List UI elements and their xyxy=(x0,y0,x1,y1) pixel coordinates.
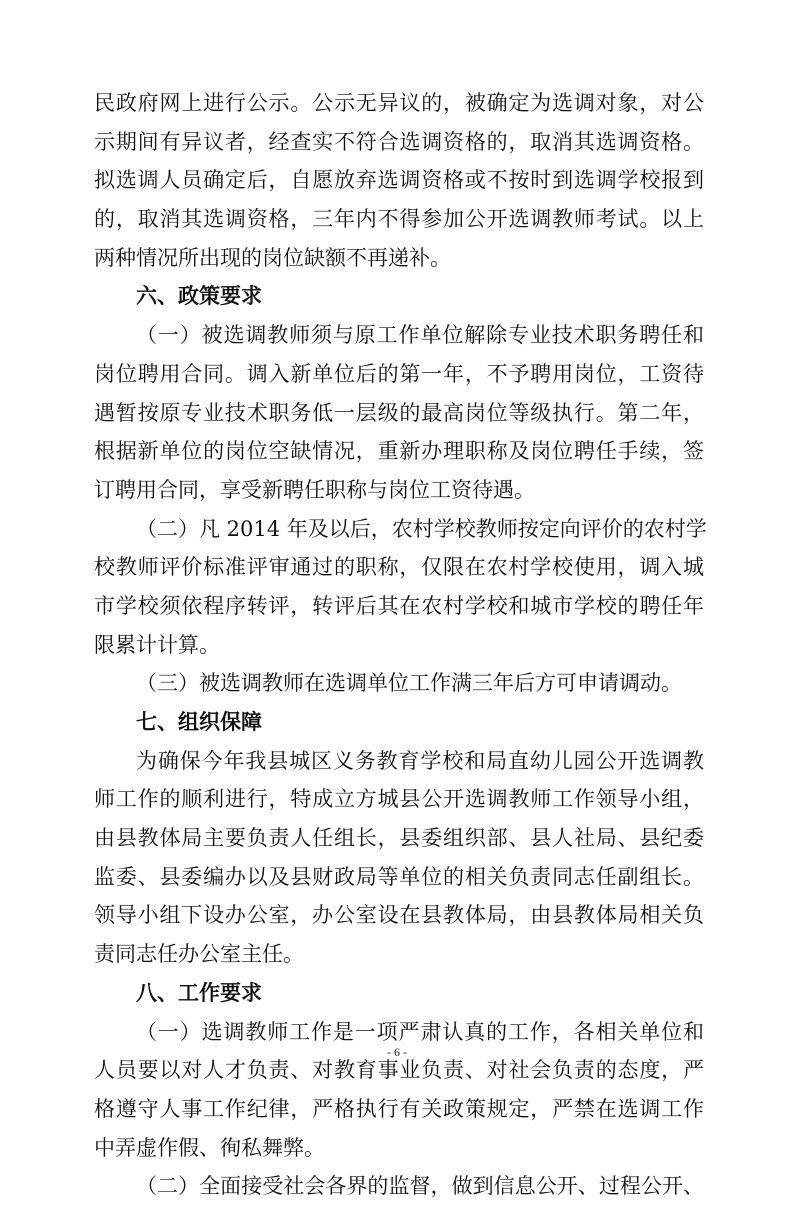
text-line-10: 根据新单位的岗位空缺情况，重新办理职称及岗位聘任手续，签 xyxy=(94,439,704,464)
text-line-21: 监委、县委编办以及县财政局等单位的相关负责同志任副组长。 xyxy=(94,864,704,889)
text-line-7: （一）被选调教师须与原工作单位解除专业技术职务聘任和 xyxy=(136,323,704,348)
text-line-3: 拟选调人员确定后，自愿放弃选调资格或不按时到选调学校报到 xyxy=(94,168,704,193)
text-line-9: 遇暂按原专业技术职务低一层级的最高岗位等级执行。第二年， xyxy=(94,400,704,425)
text-line-2: 示期间有异议者，经查实不符合选调资格的，取消其选调资格。 xyxy=(94,129,704,154)
text-line-13: 校教师评价标准评审通过的职称，仅限在农村学校使用，调入城 xyxy=(94,555,704,580)
text-line-29: （二）全面接受社会各界的监督，做到信息公开、过程公开、 xyxy=(136,1174,704,1199)
text-line-22: 领导小组下设办公室，办公室设在县教体局，由县教体局相关负 xyxy=(94,903,704,928)
text-line-27: 格遵守人事工作纪律，严格执行有关政策规定，严禁在选调工作 xyxy=(94,1096,704,1121)
text-line-1: 民政府网上进行公示。公示无异议的，被确定为选调对象，对公 xyxy=(94,91,704,115)
page-number: - 6 - xyxy=(387,1045,407,1059)
text-line-18: 为确保今年我县城区义务教育学校和局直幼儿园公开选调教 xyxy=(136,748,704,773)
text-line-23: 责同志任办公室主任。 xyxy=(94,942,304,967)
section-heading-6: 六、政策要求 xyxy=(136,284,262,309)
text-line-25: （一）选调教师工作是一项严肃认真的工作，各相关单位和 xyxy=(136,1019,704,1044)
text-line-4: 的，取消其选调资格，三年内不得参加公开选调教师考试。以上 xyxy=(94,207,704,232)
text-line-26: 人员要以对人才负责、对教育事业负责、对社会负责的态度，严 xyxy=(94,1058,704,1083)
text-line-11: 订聘用合同，享受新聘任职称与岗位工资待遇。 xyxy=(94,477,535,502)
text-line-5: 两种情况所出现的岗位缺额不再递补。 xyxy=(94,245,451,270)
text-line-14: 市学校须依程序转评，转评后其在农村学校和城市学校的聘任年 xyxy=(94,593,704,618)
text-line-16: （三）被选调教师在选调单位工作满三年后方可申请调动。 xyxy=(136,671,682,696)
text-line-8: 岗位聘用合同。调入新单位后的第一年，不予聘用岗位，工资待 xyxy=(94,361,704,386)
section-heading-8: 八、工作要求 xyxy=(136,980,262,1005)
text-line-28: 中弄虚作假、徇私舞弊。 xyxy=(94,1135,325,1160)
text-line-12: （二）凡 2014 年及以后，农村学校教师按定向评价的农村学 xyxy=(136,516,707,541)
section-heading-7: 七、组织保障 xyxy=(136,710,262,734)
document-body xyxy=(94,84,707,1206)
text-line-15: 限累计计算。 xyxy=(94,632,220,657)
text-line-19: 师工作的顺利进行，特成立方城县公开选调教师工作领导小组， xyxy=(94,787,704,812)
text-line-20: 由县教体局主要负责人任组长，县委组织部、县人社局、县纪委 xyxy=(94,826,704,851)
